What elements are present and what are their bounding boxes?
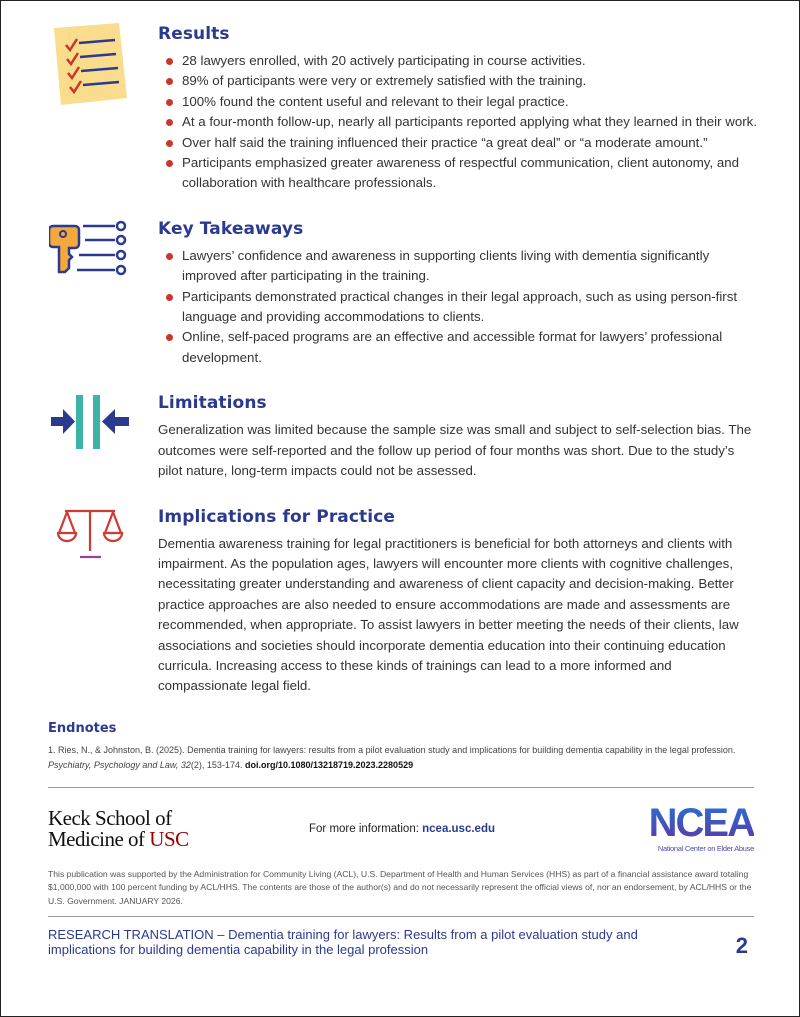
- funding-disclaimer: This publication was supported by the Administration for Community Living (ACL), U.S. Department of Health and Human Services (HHS) as part of a financial assistance award totaling $1,000,000 with 100 percent funding by ACL/HHS. The contents are those of the author(s) and do not necessarily represent the official views of, nor an endorsement, by ACL/HHS or the U.S. Government. JANUARY 2026.: [48, 868, 752, 906]
- footer-row: [48, 927, 754, 957]
- reference-pages: (2), 153-174.: [190, 759, 245, 770]
- keck-usc-logo: [48, 805, 189, 851]
- list-item: Lawyers’ confidence and awareness in supporting clients living with dementia significantly improved after participating in the training.: [158, 246, 758, 287]
- journal-name: Psychiatry, Psychology and Law, 32: [48, 759, 191, 770]
- ncea-website-link[interactable]: ncea.usc.edu: [422, 822, 495, 835]
- limitations-section: [1, 392, 758, 481]
- ncea-logo: [644, 800, 754, 853]
- compress-arrows-icon: [49, 395, 131, 449]
- reference-text: 1. Ries, N., & Johnston, B. (2025). Dementia training for lawyers: results from a pilot evaluation study and implications for building dementia capability in the legal profession.: [48, 744, 736, 755]
- results-section: [1, 23, 758, 194]
- list-item: Participants demonstrated practical changes in their legal approach, such as using person-first language and providing accommodations to clients.: [158, 287, 758, 328]
- limitations-text: Generalization was limited because the sample size was small and subject to self-selection bias. The outcomes were self-reported and the follow up period of four months was short. Due to the study’s pilot nature, long-term impacts could not be assessed.: [158, 422, 752, 479]
- key-list-icon: [49, 220, 129, 284]
- limitations-heading: Limitations: [158, 393, 267, 414]
- list-item: At a four-month follow-up, nearly all participants reported applying what they learned in their work.: [158, 112, 758, 132]
- more-info-label: For more information:: [309, 822, 423, 835]
- list-item: Over half said the training influenced their practice “a great deal” or “a moderate amount.”: [158, 133, 758, 153]
- list-item: 100% found the content useful and relevant to their legal practice.: [158, 92, 758, 112]
- doi-link[interactable]: doi.org/10.1080/13218719.2023.2280529: [244, 759, 414, 770]
- page-number: 2: [735, 933, 748, 959]
- list-item: 89% of participants were very or extremely satisfied with the training.: [158, 71, 758, 91]
- endnotes-section: [48, 721, 758, 773]
- endnotes-heading: Endnotes: [48, 720, 117, 736]
- logo-line-2: Medicine of: [48, 826, 150, 851]
- ncea-full-name: National Center on Elder Abuse: [657, 843, 754, 853]
- logo-usc: USC: [149, 826, 189, 851]
- takeaways-list: [158, 246, 758, 368]
- list-item: Participants emphasized greater awareness of respectful communication, client autonomy, and collaboration with healthcare professionals.: [158, 153, 758, 194]
- results-heading: Results: [158, 24, 230, 44]
- checklist-icon: [49, 23, 129, 107]
- more-info: [309, 823, 495, 835]
- list-item: 28 lawyers enrolled, with 20 actively participating in course activities.: [158, 51, 758, 71]
- implications-section: [1, 506, 758, 697]
- endnote-reference: [48, 743, 758, 773]
- implications-text: Dementia awareness training for legal practitioners is beneficial for both attorneys and clients with impairment. As the population ages, lawyers will encounter more clients with cognitive challenges, necessitating greater understanding and awareness of client capacity and decision-making. Better practice approaches are also needed to ensure accommodations are made and assessments are recommended, when appropriate. To assist lawyers in better meeting the needs of their clients, law associations and societies should incorporate dementia education into their continuing education curricula. Increasing access to these kinds of trainings can lead to a more informed and compassionate legal field.: [158, 535, 739, 694]
- scales-of-justice-icon: [57, 507, 123, 565]
- document-title-footer: RESEARCH TRANSLATION – Dementia training for lawyers: Results from a pilot evaluation study and implications for building dementia capability in the legal profession: [48, 927, 638, 958]
- divider: [48, 787, 754, 788]
- implications-heading: Implications for Practice: [158, 506, 396, 527]
- divider: [48, 916, 754, 917]
- footer-logos: [48, 800, 754, 866]
- logo-line-1: Keck School of: [48, 805, 172, 830]
- results-list: [158, 51, 758, 194]
- ncea-wordmark: NCEA: [648, 800, 754, 845]
- key-takeaways-section: [1, 218, 758, 368]
- key-takeaways-heading: Key Takeaways: [158, 218, 304, 239]
- page-content: [1, 23, 800, 957]
- list-item: Online, self-paced programs are an effective and accessible format for lawyers’ professional development.: [158, 327, 758, 368]
